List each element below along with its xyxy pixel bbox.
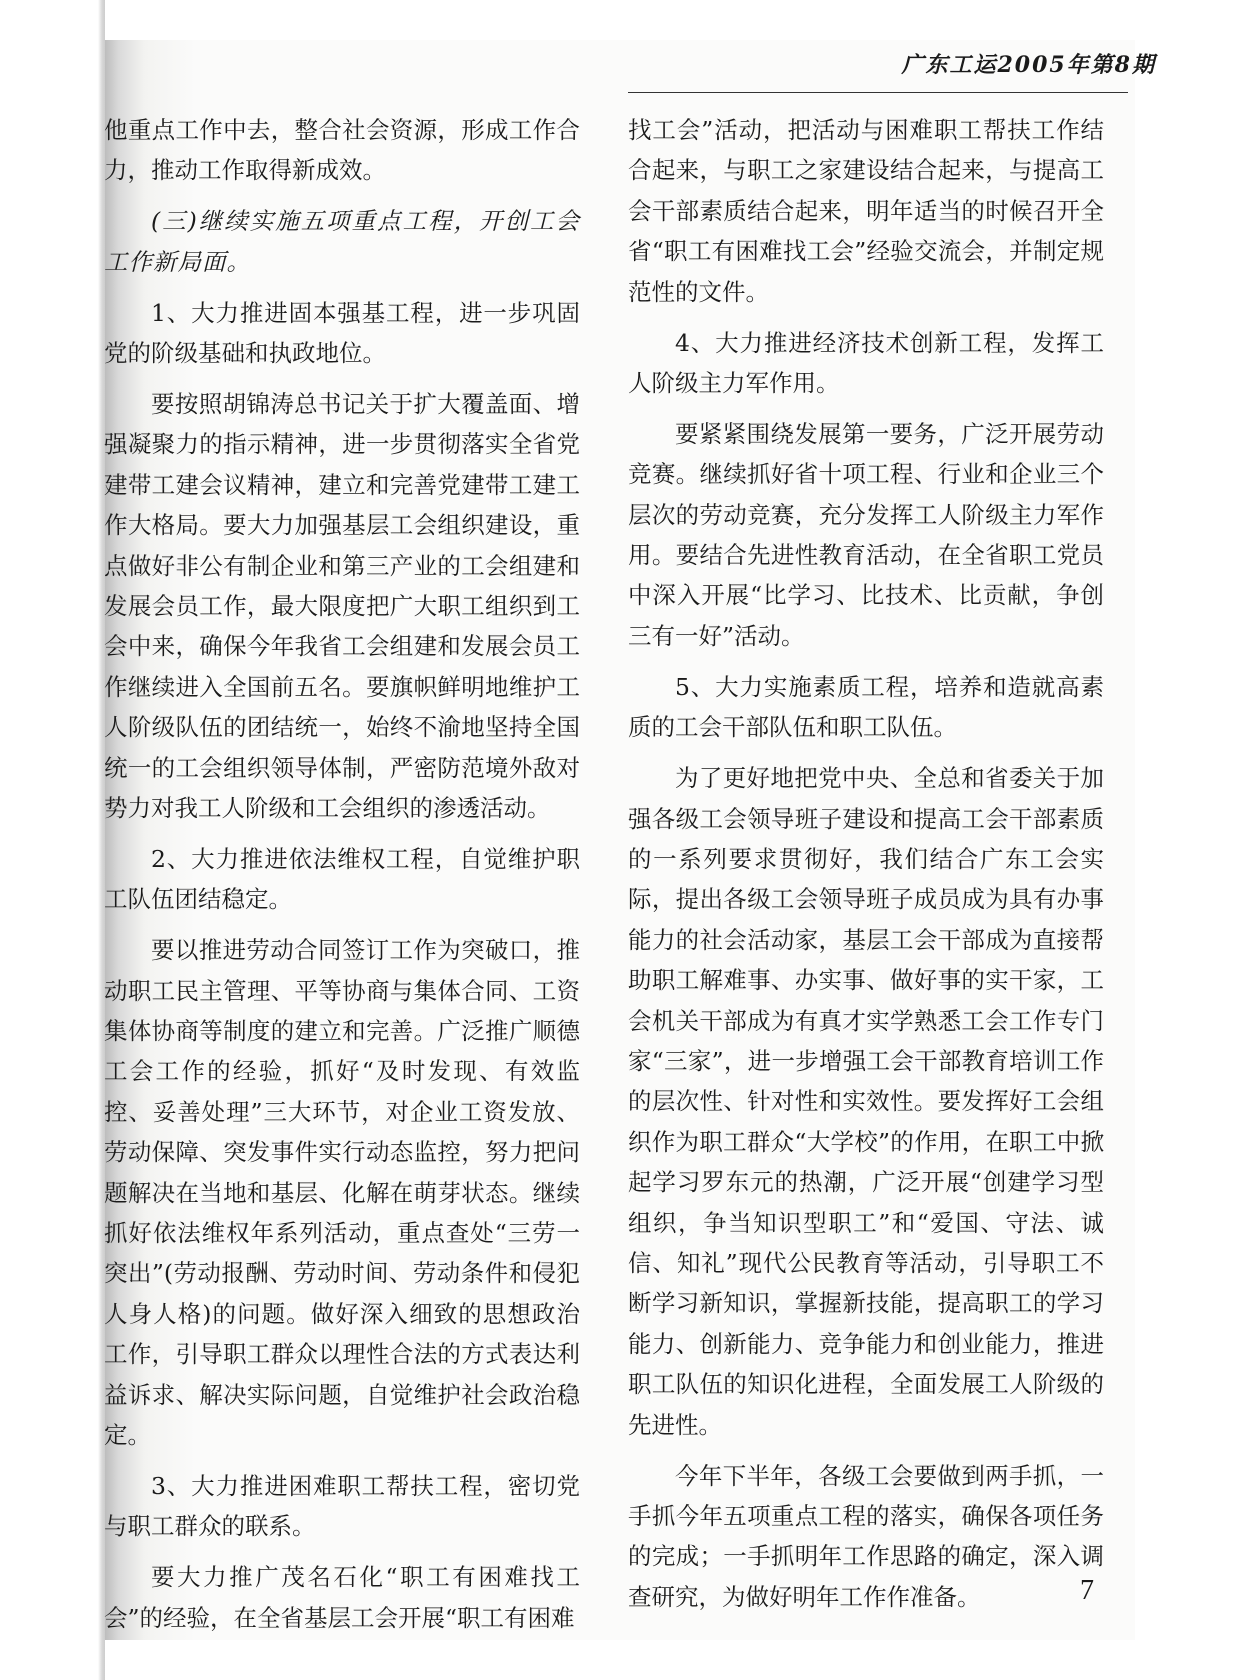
right-column (628, 110, 1104, 1628)
paragraph: 要大力推广茂名石化“职工有困难找工会”的经验，在全省基层工会开展“职工有困难 (104, 1563, 580, 1632)
paragraph: 要紧紧围绕发展第一要务，广泛开展劳动竞赛。继续抓好省十项工程、行业和企业三个层次的劳动竞赛，充分发挥工人阶级主力军作用。要结合先进性教育活动，在全省职工党员中深入开展“比学习、比技术、比贡献，争创三有一好”活动。 (628, 419, 1104, 650)
paragraph: 为了更好地把党中央、全总和省委关于加强各级工会领导班子建设和提高工会干部素质的一系列要求贯彻好，我们结合广东工会实际，提出各级工会领导班子成员成为具有办事能力的社会活动家，基层工会干部成为直接帮助职工解难事、办实事、做好事的实干家，工会机关干部成为有真才实学熟悉工会工作专门家“三家”，进一步增强工会干部教育培训工作的层次性、针对性和实效性。要发挥好工会组织作为职工群众“大学校”的作用，在职工中掀起学习罗东元的热潮，广泛开展“创建学习型组织，争当知识型职工”和“爱国、守法、诚信、知礼”现代公民教育等活动，引导职工不断学习新知识，掌握新技能，提高职工的学习能力、创新能力、竞争能力和创业能力，推进职工队伍的知识化进程，全面发展工人阶级的先进性。 (628, 764, 1104, 1439)
subsection-heading: 2、大力推进依法维权工程，自觉维护职工队伍团结稳定。 (104, 844, 580, 914)
subsection-heading: 1、大力推进固本强基工程，进一步巩固党的阶级基础和执政地位。 (104, 298, 580, 368)
subsection-heading: 3、大力推进困难职工帮扶工程，密切党与职工群众的联系。 (104, 1472, 580, 1541)
scan-edge-shadow (0, 0, 105, 1680)
paragraph: 今年下半年，各级工会要做到两手抓，一手抓今年五项重点工程的落实，确保各项任务的完成；一手抓明年工作思路的确定，深入调查研究，为做好明年工作作准备。 (628, 1461, 1104, 1611)
page-number: 7 (1080, 1575, 1094, 1606)
section-heading: (三)继续实施五项重点工程，开创工会工作新局面。 (104, 207, 580, 276)
paragraph: 他重点工作中去，整合社会资源，形成工作合力，推动工作取得新成效。 (104, 116, 580, 185)
running-header: 广东工运2005年第8期 (901, 52, 1156, 78)
subsection-heading: 5、大力实施素质工程，培养和造就高素质的工会干部队伍和职工队伍。 (628, 672, 1104, 742)
paragraph: 要以推进劳动合同签订工作为突破口，推动职工民主管理、平等协商与集体合同、工资集体协商等制度的建立和完善。广泛推广顺德工会工作的经验，抓好“及时发现、有效监控、妥善处理”三大环节，对企业工资发放、劳动保障、突发事件实行动态监控，努力把问题解决在当地和基层、化解在萌芽状态。继续抓好依法维权年系列活动，重点查处“三劳一突出”(劳动报酬、劳动时间、劳动条件和侵犯人身人格)的问题。做好深入细致的思想政治工作，引导职工群众以理性合法的方式表达利益诉求、解决实际问题，自觉维护社会政治稳定。 (104, 936, 580, 1450)
left-column (104, 110, 580, 1649)
subsection-heading: 4、大力推进经济技术创新工程，发挥工人阶级主力军作用。 (628, 328, 1104, 397)
header-rule (628, 92, 1128, 93)
paragraph: 要按照胡锦涛总书记关于扩大覆盖面、增强凝聚力的指示精神，进一步贯彻落实全省党建带工建会议精神，建立和完善党建带工建工作大格局。要大力加强基层工会组织建设，重点做好非公有制企业和第三产业的工会组建和发展会员工作，最大限度把广大职工组织到工会中来，确保今年我省工会组建和发展会员工作继续进入全国前五名。要旗帜鲜明地维护工人阶级队伍的团结统一，始终不渝地坚持全国统一的工会组织领导体制，严密防范境外敌对势力对我工人阶级和工会组织的渗透活动。 (104, 389, 580, 822)
paragraph: 找工会”活动，把活动与困难职工帮扶工作结合起来，与职工之家建设结合起来，与提高工会干部素质结合起来，明年适当的时候召开全省“职工有困难找工会”经验交流会，并制定规范性的文件。 (628, 116, 1104, 306)
